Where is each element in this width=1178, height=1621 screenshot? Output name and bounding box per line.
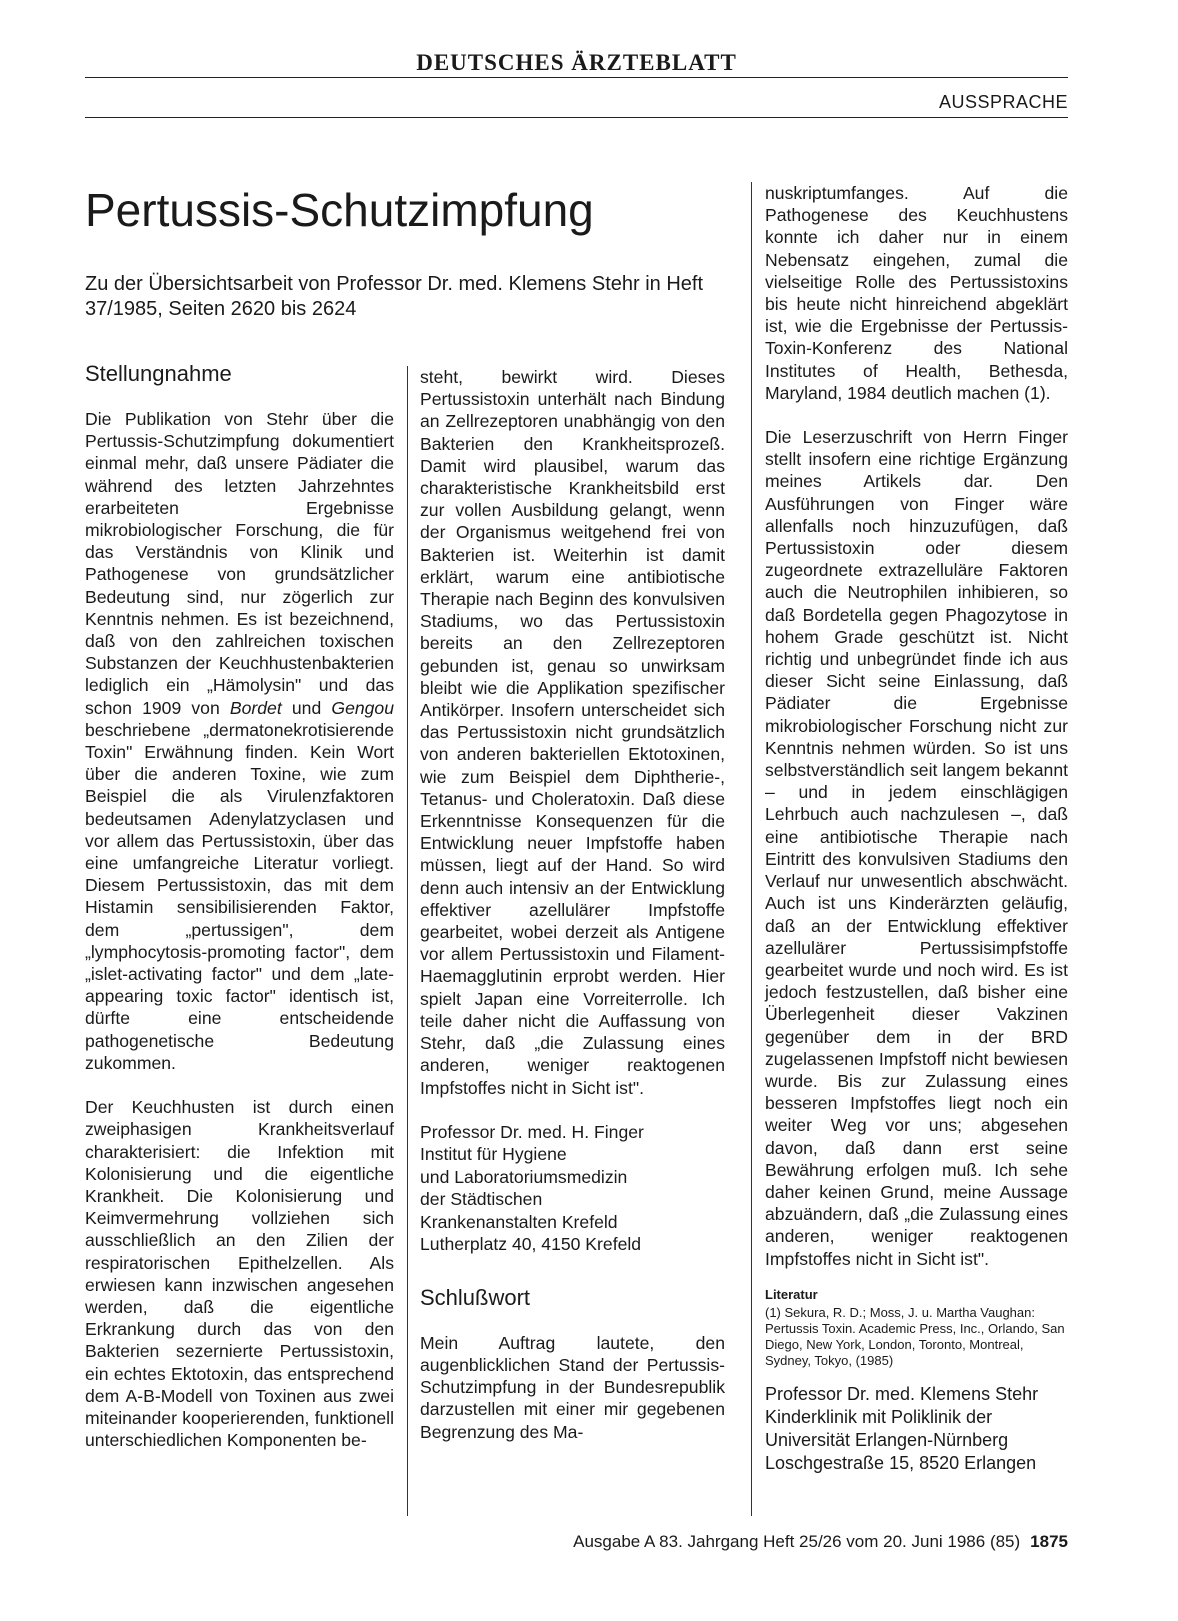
address-line: der Städtischen (420, 1189, 543, 1210)
schlusswort-paragraph-1: Mein Auftrag lautete, den augenblicklichen Stand der Pertussis-Schutzimpfung in der Bundesrepublik darzustellen mit einer mir gegebenen Begrenzung des Ma- (420, 1332, 725, 1442)
paragraph-text: beschriebene „dermatonekrotisierende Toxin" Erwähnung finden. Kein Wort über die anderen Toxine, wie zum Beispiel die als Virulenzfaktoren bedeutsamen Adenylatzyclasen und vor allem das Pertussistoxin, über das eine umfangreiche Literatur vorliegt. Diesem Pertussistoxin, das mit dem Histamin sensibilisierenden Faktor, dem „pertussigen", dem „lymphocytosis-promoting factor", dem „islet-activating factor" und dem „late-appearing toxic factor" identisch ist, dürfte eine entscheidende pathogenetische Bedeutung zukommen. (85, 719, 394, 1073)
stellungnahme-paragraph-2-continued: steht, bewirkt wird. Dieses Pertussistoxin unterhält nach Bindung an Zellrezeptoren unabhängig von den Bakterien den Krankheitsprozeß. Damit wird plausibel, warum das charakteristische Krankheitsbild erst zur vollen Ausbildung gelangt, wenn der Organismus weitgehend frei von Bakterien ist. Weiterhin ist damit erklärt, warum eine antibiotische Therapie nach Beginn des konvulsiven Stadiums, wo das Pertussistoxin bereits an den Zellrezeptoren gebunden ist, genau so unwirksam bleibt wie die Applikation spezifischer Antikörper. Insofern unterscheidet sich das Pertussistoxin nicht grundsätzlich von anderen bakteriellen Ektotoxinen, wie zum Beispiel dem Diphtherie-, Tetanus- und Choleratoxin. Daß diese Erkenntnisse Konsequenzen für die Entwicklung neuer Impfstoffe haben müssen, liegt auf der Hand. So wird denn auch intensiv an der Entwicklung effektiver azellulärer Impfstoffe gearbeitet, wobei derzeit als Antigene vor allem Pertussistoxin und Filament-Haemagglutinin erprobt werden. Hier spielt Japan eine Vorreiterrolle. Ich teile daher nicht die Auffassung von Stehr, daß „die Zulassung eines anderen, weniger reaktogenen Impfstoffes nicht in Sicht ist". (420, 367, 725, 1098)
address-line: Lutherplatz 40, 4150 Krefeld (420, 1234, 642, 1255)
paragraph-text: und (281, 697, 332, 718)
address-line: Professor Dr. med. H. Finger (420, 1121, 644, 1142)
paragraph-text: Die Publikation von Stehr über die Pertussis-Schutzimpfung dokumentiert einmal mehr, daß unsere Pädiater die während des letzten Jahrzehntes erarbeiteten Ergebnisse mikrobiologischer Forschung, die für das Verständnis von Klinik und Pathogenese von grundsätzlicher Bedeutung sind, nur zögerlich zur Kenntnis nehmen. Es ist bezeichnend, daß von den zahlreichen toxischen Substanzen der Keuchhustenbakterien lediglich ein „Hämolysin" und das schon 1909 von (85, 409, 394, 718)
section-rule (85, 117, 1068, 118)
finger-address (420, 1121, 725, 1256)
address-line: Professor Dr. med. Klemens Stehr (765, 1383, 1039, 1404)
journal-masthead: DEUTSCHES ÄRZTEBLATT (416, 50, 737, 75)
schlusswort-paragraph-2: Die Leserzuschrift von Herrn Finger stellt insofern eine richtige Ergänzung meines Artikels dar. Den Ausführungen von Finger wäre allenfalls noch hinzuzufügen, daß Pertussistoxin oder diesem zugeordnete extrazelluläre Faktoren auch die Neutrophilen inhibieren, so daß Bordetella gegen Phagozytose in hohem Grade geschützt ist. Nicht richtig und unbegründet finde ich aus dieser Sicht seine Einlassung, daß Pädiater die Ergebnisse mikrobiologischer Forschung nicht zur Kenntnis nehmen würden. So ist uns selbstverständlich seit langem bekannt – und in jedem einschlägigen Lehrbuch auch nachzulesen –, daß eine antibiotische Therapie nach Eintritt des konvulsiven Stadiums den Verlauf nur unwesentlich abschwächt. Auch ist uns Kinderärzten geläufig, daß an der Entwicklung effektiver azellulärer Pertussisimpfstoffe gearbeitet wurde und noch wird. Es ist jedoch festzustellen, daß bisher eine Überlegenheit dieser Vakzinen gegenüber dem in der BRD zugelassenen Impfstoff nicht bewiesen wurde. Bis zur Zulassung eines besseren Impfstoffes liegt noch ein weiter Weg vor uns; abgesehen davon, daß dann erst seine Bewährung erfolgen muß. Ich sehe daher keinen Grund, meine Aussage abzuändern, daß „die Zulassung eines anderen, weniger reaktogenen Impfstoffes nicht in Sicht ist". (765, 427, 1068, 1269)
stellungnahme-paragraph-2: Der Keuchhusten ist durch einen zweiphasigen Krankheitsverlauf charakterisiert: die Infektion mit Kolonisierung und die eigentliche Krankheit. Die Kolonisierung und Keimvermehrung vollziehen sich ausschließlich an den Zilien der respiratorischen Epithelzellen. Als erwiesen kann inzwischen angesehen werden, daß die eigentliche Erkrankung durch das von den Bakterien sezernierte Pertussistoxin, ein echtes Ektotoxin, das entsprechend dem A-B-Modell von Toxinen aus zwei miteinander kooperierenden, funktionell unterschiedlichen Komponenten be- (85, 1097, 394, 1451)
column-2 (420, 366, 725, 1465)
stellungnahme-paragraph-1 (85, 408, 394, 1074)
literature-entry: (1) Sekura, R. D.; Moss, J. u. Martha Vaughan: Pertussis Toxin. Academic Press, Inc., Orlando, San Diego, New York, London, Toronto, Montreal, Sydney, Tokyo, (1985) (765, 1304, 1065, 1368)
schlusswort-heading: Schlußwort (420, 1284, 531, 1310)
column-divider-1 (407, 366, 408, 1516)
name-gengou: Gengou (331, 697, 394, 718)
address-line: und Laboratoriumsmedizin (420, 1166, 628, 1187)
address-line: Loschgestraße 15, 8520 Erlangen (765, 1452, 1037, 1473)
page-footer (85, 1531, 1068, 1553)
section-label: AUSSPRACHE (938, 92, 1068, 112)
column-3 (765, 182, 1068, 1475)
masthead-rule (85, 77, 1068, 78)
article-title: Pertussis-Schutzimpfung (85, 184, 594, 236)
address-line: Institut für Hygiene (420, 1144, 567, 1165)
column-1 (85, 361, 394, 1473)
article-subtitle: Zu der Übersichtsarbeit von Professor Dr. med. Klemens Stehr in Heft 37/1985, Seiten 2620 bis 2624 (85, 273, 704, 320)
column-divider-2 (751, 182, 752, 1516)
address-line: Krankenanstalten Krefeld (420, 1211, 618, 1232)
issue-info: Ausgabe A 83. Jahrgang Heft 25/26 vom 20. Juni 1986 (85) (573, 1532, 1021, 1551)
stellungnahme-heading: Stellungnahme (85, 361, 232, 386)
stehr-address (765, 1383, 1068, 1475)
schlusswort-paragraph-1-continued: nuskriptumfanges. Auf die Pathogenese des Keuchhustens konnte ich daher nur in einem Nebensatz eingehen, zumal die vielseitige Rolle des Pertussistoxins bis heute nicht hinreichend abgeklärt ist, wie die Ergebnisse der Pertussis-Toxin-Konferenz des National Institutes of Health, Bethesda, Maryland, 1984 deutlich machen (1). (765, 183, 1068, 403)
address-line: Kinderklinik mit Poliklinik der (765, 1406, 993, 1427)
name-bordet: Bordet (229, 697, 282, 718)
address-line: Universität Erlangen-Nürnberg (765, 1429, 1009, 1450)
page-number: 1875 (1030, 1532, 1068, 1551)
literature-heading: Literatur (765, 1286, 818, 1302)
